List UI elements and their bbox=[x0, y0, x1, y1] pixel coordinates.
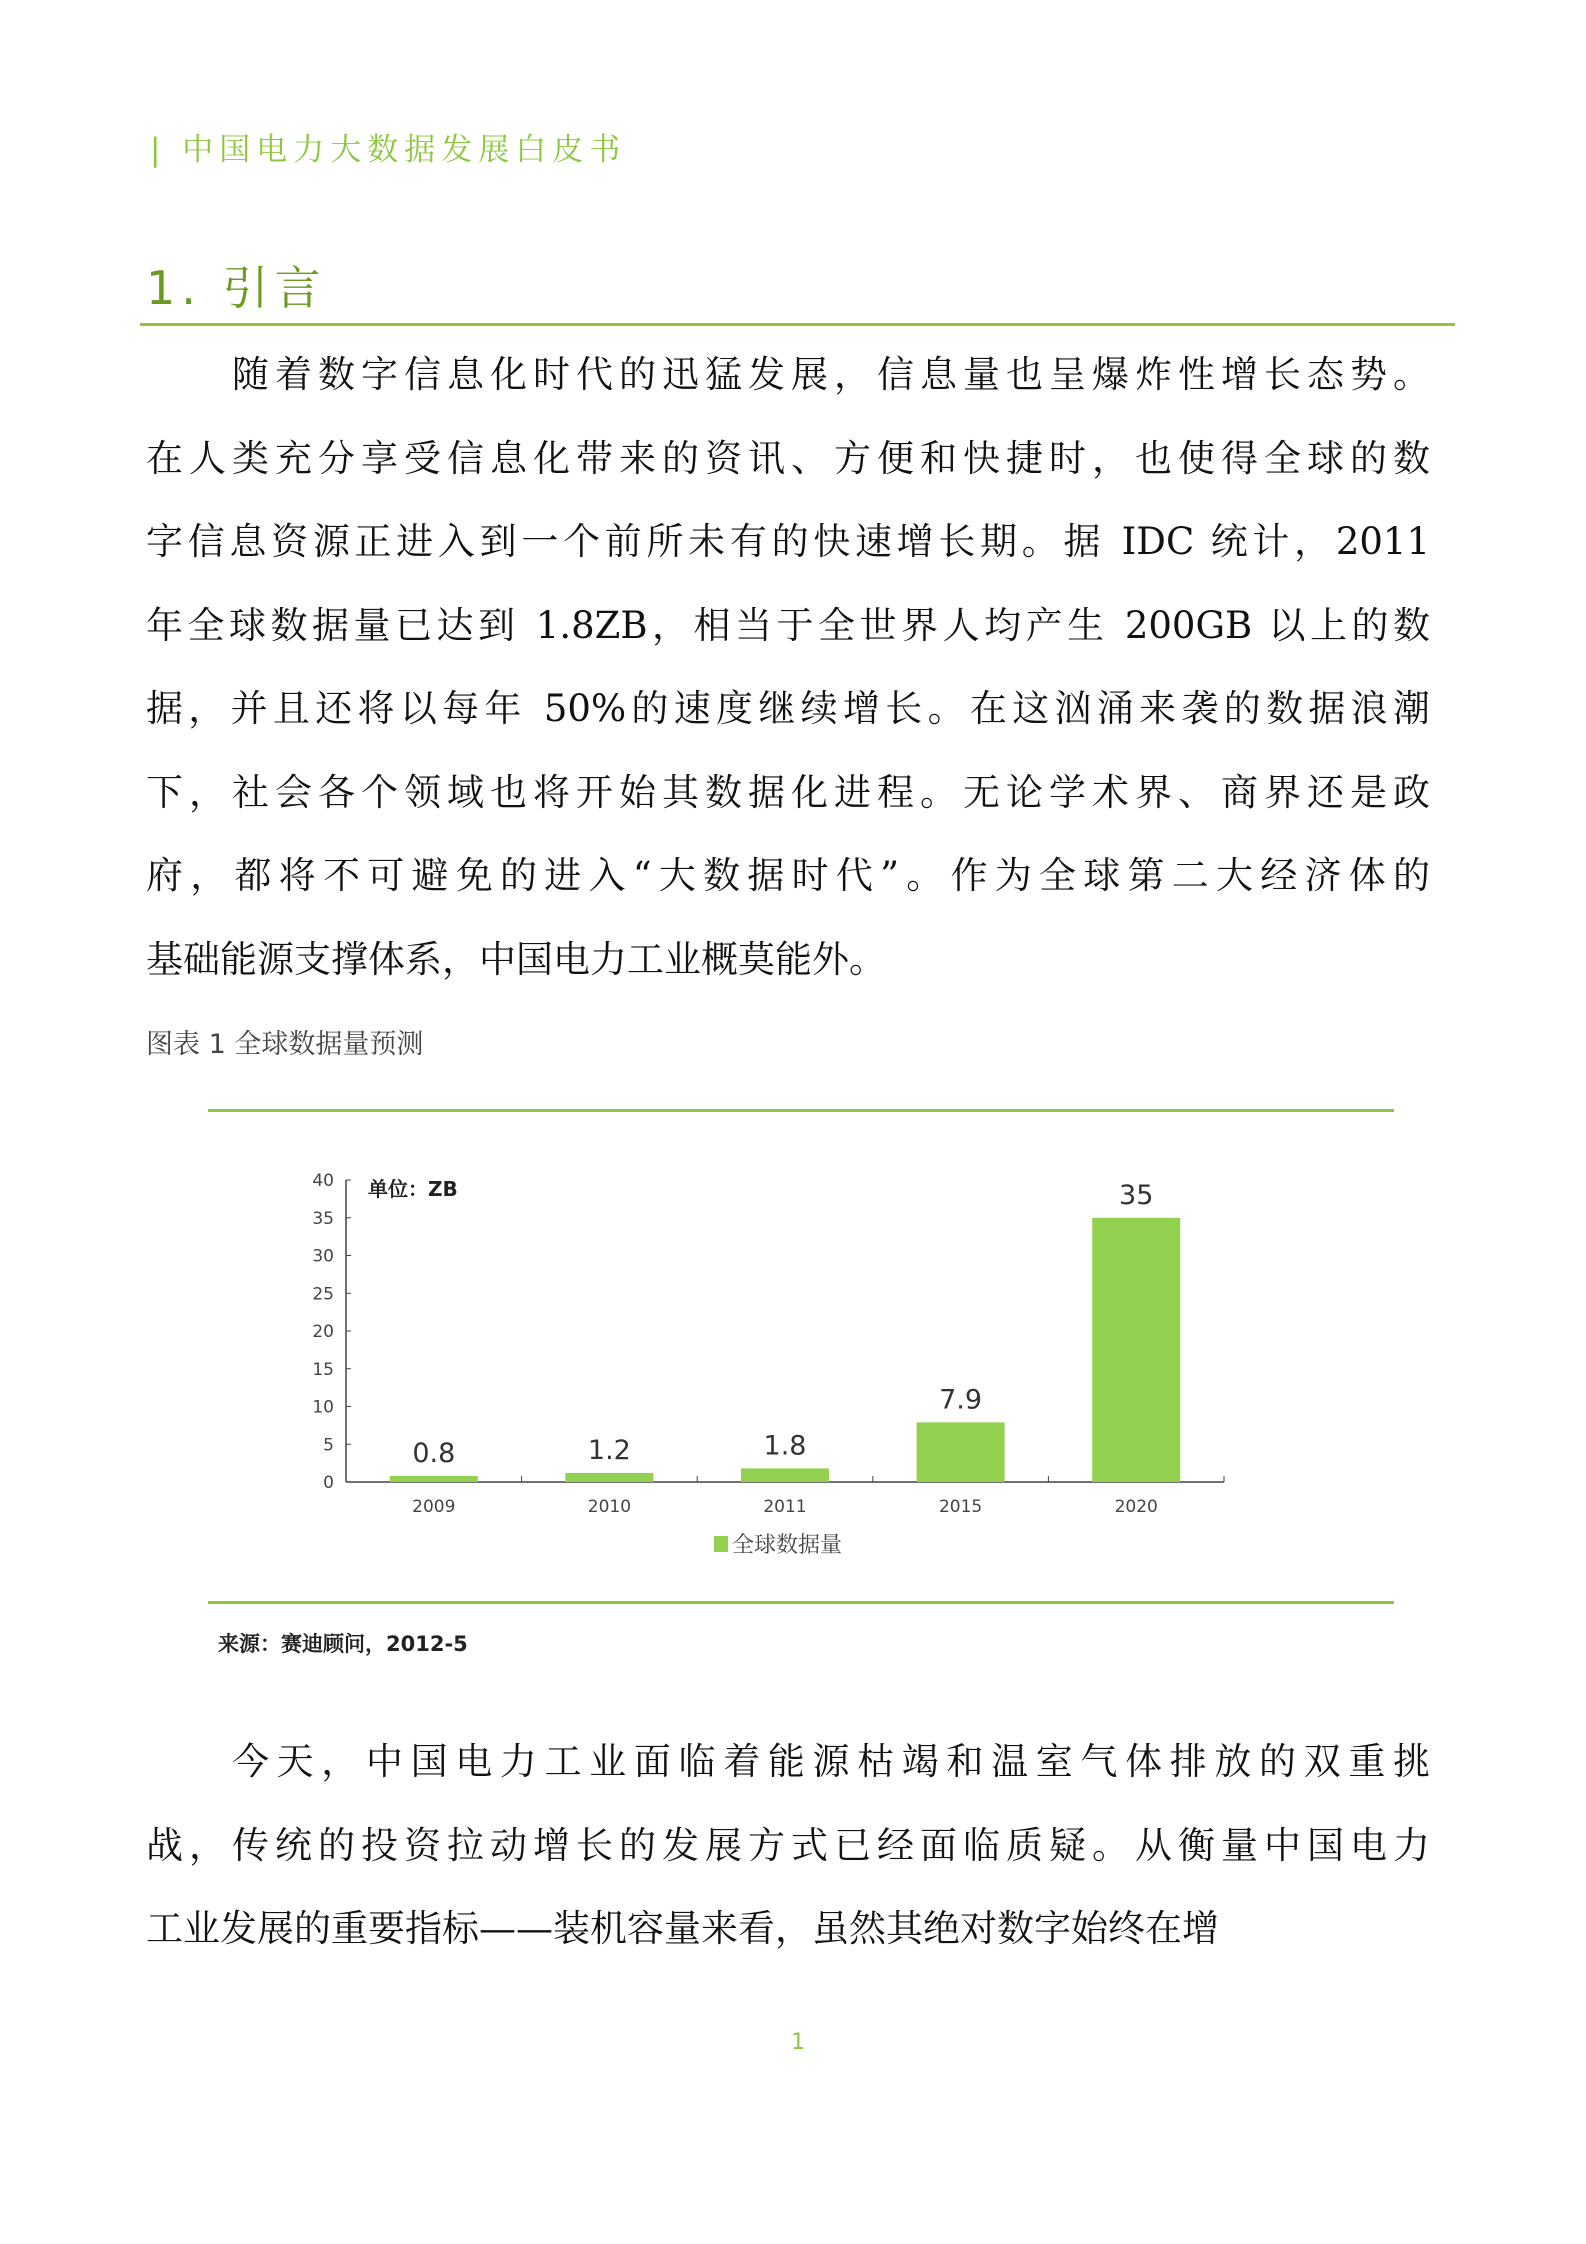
paragraph-line: 工业发展的重要指标——装机容量来看，虽然其绝对数字始终在增 bbox=[146, 1907, 1219, 1950]
paragraph-line: 年全球数据量已达到 1.8ZB，相当于全世界人均产生 200GB 以上的数 bbox=[146, 603, 1430, 647]
bar-2015 bbox=[917, 1422, 1005, 1482]
unit-label: 单位：ZB bbox=[368, 1177, 458, 1201]
legend-swatch bbox=[714, 1536, 728, 1552]
bar-2011 bbox=[741, 1468, 829, 1482]
page-number: 1 bbox=[791, 2030, 805, 2055]
title-divider bbox=[140, 323, 1455, 326]
chart-legend bbox=[714, 1533, 842, 1558]
figure-source: 来源：赛迪顾问，2012-5 bbox=[218, 1632, 468, 1656]
bar-value-label: 1.2 bbox=[587, 1434, 631, 1466]
bar-2020 bbox=[1092, 1218, 1180, 1482]
y-tick-label: 0 bbox=[323, 1473, 334, 1493]
x-tick-label: 2015 bbox=[938, 1497, 983, 1517]
x-tick-label: 2009 bbox=[412, 1497, 456, 1517]
y-tick-label: 10 bbox=[312, 1397, 334, 1418]
body-paragraph bbox=[146, 1720, 1430, 1971]
bar-chart bbox=[290, 1160, 1250, 1580]
intro-paragraph bbox=[146, 333, 1430, 1001]
y-tick-label: 15 bbox=[312, 1359, 334, 1380]
bar-value-label: 0.8 bbox=[412, 1437, 456, 1469]
chart-bottom-rule bbox=[208, 1601, 1394, 1604]
paragraph-line: 下，社会各个领域也将开始其数据化进程。无论学术界、商界还是政 bbox=[146, 770, 1430, 814]
y-tick-label: 40 bbox=[312, 1171, 334, 1191]
y-tick-label: 20 bbox=[312, 1322, 334, 1342]
bar-value-label: 7.9 bbox=[939, 1384, 983, 1416]
bar-value-label: 1.8 bbox=[763, 1430, 807, 1462]
bar-value-label: 35 bbox=[1119, 1179, 1154, 1211]
bar-2010 bbox=[565, 1473, 653, 1482]
running-header: | 中国电力大数据发展白皮书 bbox=[150, 132, 627, 168]
y-tick-label: 25 bbox=[312, 1284, 334, 1305]
paragraph-line: 基础能源支撑体系，中国电力工业概莫能外。 bbox=[146, 937, 886, 981]
chart-top-rule bbox=[208, 1109, 1394, 1112]
paragraph-line: 战，传统的投资拉动增长的发展方式已经面临质疑。从衡量中国电力 bbox=[146, 1823, 1430, 1867]
y-tick-label: 30 bbox=[312, 1246, 334, 1267]
bar-2009 bbox=[390, 1476, 478, 1482]
section-title: 1. 引言 bbox=[146, 261, 327, 315]
figure-caption: 图表 1 全球数据量预测 bbox=[146, 1029, 424, 1060]
paragraph-line: 随着数字信息化时代的迅猛发展，信息量也呈爆炸性增长态势。 bbox=[232, 353, 1430, 396]
x-tick-label: 2020 bbox=[1114, 1497, 1158, 1517]
paragraph-line: 据，并且还将以每年 50%的速度继续增长。在这汹涌来袭的数据浪潮 bbox=[146, 687, 1430, 730]
legend-label: 全球数据量 bbox=[732, 1533, 843, 1558]
y-tick-label: 35 bbox=[312, 1208, 334, 1229]
y-tick-label: 5 bbox=[323, 1435, 334, 1456]
paragraph-line: 字信息资源正进入到一个前所未有的快速增长期。据 IDC 统计，2011 bbox=[146, 520, 1430, 563]
x-tick-label: 2011 bbox=[763, 1497, 807, 1517]
x-tick-label: 2010 bbox=[587, 1497, 632, 1517]
paragraph-line: 府，都将不可避免的进入“大数据时代”。作为全球第二大经济体的 bbox=[146, 854, 1430, 897]
paragraph-line: 在人类充分享受信息化带来的资讯、方便和快捷时，也使得全球的数 bbox=[146, 436, 1430, 480]
paragraph-line: 今天，中国电力工业面临着能源枯竭和温室气体排放的双重挑 bbox=[232, 1740, 1430, 1783]
